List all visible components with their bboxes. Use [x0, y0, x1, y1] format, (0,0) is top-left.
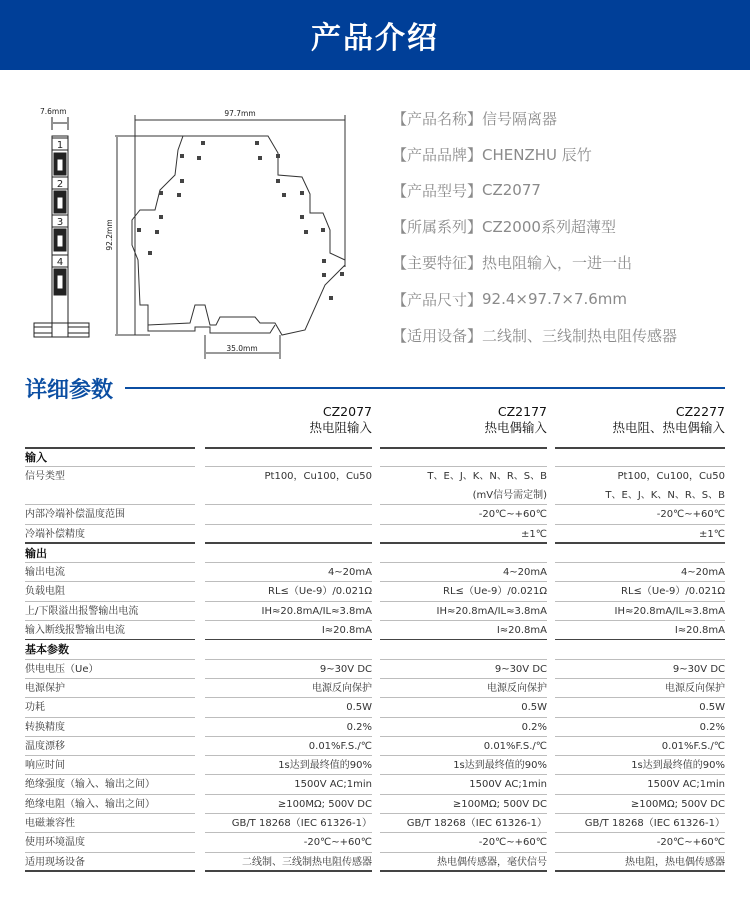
cell-cz2077: 0.5W [346, 702, 372, 714]
info-key: 【适用设备】 [392, 326, 483, 345]
table-row-field-devices [0, 853, 750, 872]
column-model: CZ2077 [322, 404, 372, 419]
cell-cz2177: ≥100MΩ; 500V DC [452, 798, 547, 810]
info-value: CHENZHU 辰竹 [482, 145, 592, 164]
cell-cz2277: 0.2% [699, 721, 725, 733]
row-label: 输入断线报警输出电流 [25, 625, 125, 637]
cell-cz2077: 4~20mA [327, 567, 372, 579]
row-label: 冷端补偿精度 [25, 528, 85, 540]
table-row-isolation-strength [0, 775, 750, 794]
column-header-cz2077 [205, 404, 372, 436]
table-row-break-alarm [0, 621, 750, 640]
group-label: 输入 [25, 451, 47, 464]
column-model: CZ2277 [675, 404, 725, 419]
table-row-load-resistance [0, 582, 750, 601]
table-row-temp-drift [0, 737, 750, 756]
cell-cz2177: ±1℃ [521, 528, 547, 540]
cell-cz2277: ±1℃ [699, 528, 725, 540]
row-label: 输出电流 [25, 567, 65, 579]
svg-text:92.2mm: 92.2mm [105, 219, 114, 251]
table-row-cjc-accuracy [0, 525, 750, 544]
cell-cz2177: 4~20mA [502, 567, 547, 579]
table-row-signal-type [0, 467, 750, 505]
info-product-name [392, 100, 742, 136]
cell-cz2177: I≈20.8mA [496, 625, 547, 637]
row-label: 使用环境温度 [25, 837, 85, 849]
section-header-params [25, 373, 725, 403]
cell-cz2077: 0.2% [346, 721, 372, 733]
cell-cz2277: IH≈20.8mA/IL≈3.8mA [614, 605, 725, 617]
group-row-output [0, 544, 750, 563]
cell-cz2077: 1s达到最终值的90% [278, 760, 372, 772]
section-divider [125, 387, 725, 389]
table-row-response-time [0, 756, 750, 775]
banner-title: 产品介绍 [311, 21, 439, 56]
table-row-insulation-resistance [0, 795, 750, 814]
cell-cz2077: I≈20.8mA [321, 625, 372, 637]
info-value: CZ2000系列超薄型 [482, 218, 616, 237]
row-label: 电源保护 [25, 682, 65, 694]
table-row-supply-voltage [0, 660, 750, 679]
cell-cz2177: 1500V AC;1min [469, 779, 547, 791]
group-row-input [0, 448, 750, 467]
info-value: 92.4×97.7×7.6mm [482, 290, 628, 309]
cell-cz2177: 0.5W [521, 702, 547, 714]
cell-cz2177: -20℃~+60℃ [478, 837, 547, 849]
cell-cz2277: ≥100MΩ; 500V DC [630, 798, 725, 810]
cell-cz2277: 0.01%F.S./℃ [661, 740, 725, 752]
cell-cz2277: 1s达到最终值的90% [631, 760, 725, 772]
cell-cz2177: 1s达到最终值的90% [453, 760, 547, 772]
table-row-overflow-alarm [0, 602, 750, 621]
product-info-list [392, 100, 742, 353]
cell-cz2177: 热电偶传感器，毫伏信号 [437, 856, 547, 868]
table-row-emc [0, 814, 750, 833]
table-row-accuracy [0, 718, 750, 737]
info-value: 二线制、三线制热电阻传感器 [482, 326, 678, 345]
cell-cz2177: GB/T 18268（IEC 61326-1） [406, 818, 547, 830]
svg-text:97.7mm: 97.7mm [224, 109, 256, 118]
row-label: 上/下限溢出报警输出电流 [25, 605, 139, 617]
row-label: 信号类型 [25, 471, 65, 483]
column-kind: 热电阻输入 [309, 420, 372, 435]
row-label: 绝缘电阻（输入、输出之间） [25, 798, 155, 810]
table-row-power-consumption [0, 698, 750, 717]
column-header-cz2277 [555, 404, 725, 436]
cell-cz2177: -20℃~+60℃ [478, 509, 547, 521]
cell-cz2077: -20℃~+60℃ [303, 837, 372, 849]
cell-cz2077: ≥100MΩ; 500V DC [277, 798, 372, 810]
info-value: CZ2077 [482, 181, 541, 200]
info-dimensions [392, 281, 742, 317]
cell-cz2277: 4~20mA [680, 567, 725, 579]
group-label: 输出 [25, 546, 47, 560]
info-key: 【产品品牌】 [392, 145, 483, 164]
row-label: 转换精度 [25, 721, 65, 733]
cell-cz2177: IH≈20.8mA/IL≈3.8mA [436, 605, 547, 617]
table-row-output-current [0, 563, 750, 582]
cell-cz2177: T、E、J、K、N、R、S、B (mV信号需定制) [427, 471, 547, 502]
cell-cz2277: I≈20.8mA [674, 625, 725, 637]
cell-cz2277: -20℃~+60℃ [656, 837, 725, 849]
svg-text:4: 4 [56, 257, 64, 268]
cell-cz2077: 1500V AC;1min [294, 779, 372, 791]
page-banner [0, 0, 750, 70]
svg-text:35.0mm: 35.0mm [226, 344, 258, 353]
info-model [392, 172, 742, 208]
cell-cz2277: 电源反向保护 [665, 682, 725, 694]
row-label: 适用现场设备 [25, 856, 85, 868]
info-value: 热电阻输入，一进一出 [482, 254, 633, 273]
svg-text:1: 1 [56, 140, 64, 151]
cell-cz2077 [205, 525, 372, 544]
table-row-ambient-temp [0, 833, 750, 852]
info-applicable-devices [392, 317, 742, 353]
row-label: 供电电压（Ue） [25, 663, 99, 675]
row-label: 内部冷端补偿温度范围 [25, 509, 125, 521]
cell-cz2277: -20℃~+60℃ [656, 509, 725, 521]
info-key: 【产品尺寸】 [392, 290, 483, 309]
cell-cz2177: 0.2% [521, 721, 547, 733]
row-label: 负载电阻 [25, 586, 65, 598]
cell-cz2277: 9~30V DC [672, 663, 725, 675]
row-label: 响应时间 [25, 760, 65, 772]
cell-cz2277: 1500V AC;1min [647, 779, 725, 791]
cell-cz2177: 0.01%F.S./℃ [483, 740, 547, 752]
front-view [115, 115, 345, 359]
table-row-power-protection [0, 679, 750, 698]
row-label: 功耗 [25, 702, 45, 714]
column-header-cz2177 [380, 404, 547, 436]
cell-cz2077: 0.01%F.S./℃ [308, 740, 372, 752]
cell-cz2277: 热电阻，热电偶传感器 [625, 856, 725, 868]
column-kind: 热电阻、热电偶输入 [612, 420, 725, 435]
group-label: 基本参数 [25, 643, 69, 657]
cell-cz2177: 9~30V DC [494, 663, 547, 675]
table-row-cjc-range [0, 505, 750, 524]
cell-cz2277: RL≤（Ue-9）/0.021Ω [621, 586, 725, 598]
info-key: 【产品型号】 [392, 181, 483, 200]
cell-cz2077: IH≈20.8mA/IL≈3.8mA [261, 605, 372, 617]
column-model: CZ2177 [497, 404, 547, 419]
row-label: 绝缘强度（输入、输出之间） [25, 779, 155, 791]
params-table [0, 448, 750, 872]
cell-cz2277: 0.5W [699, 702, 725, 714]
cell-cz2277: Pt100，Cu100，Cu50 T、E、J、K、N、R、S、B [605, 471, 725, 502]
cell-cz2077: 电源反向保护 [312, 682, 372, 694]
group-row-basic [0, 640, 750, 659]
cell-cz2077 [205, 505, 372, 524]
info-key: 【所属系列】 [392, 218, 483, 237]
row-label: 电磁兼容性 [25, 818, 75, 830]
section-title: 详细参数 [25, 377, 114, 403]
info-features [392, 245, 742, 281]
info-brand [392, 136, 742, 172]
column-kind: 热电偶输入 [484, 420, 547, 435]
cell-cz2077: Pt100，Cu100，Cu50 [264, 471, 372, 483]
cell-cz2277: GB/T 18268（IEC 61326-1） [584, 818, 725, 830]
cell-cz2177: 电源反向保护 [487, 682, 547, 694]
info-key: 【主要特征】 [392, 254, 483, 273]
cell-cz2077: GB/T 18268（IEC 61326-1） [231, 818, 372, 830]
info-series [392, 209, 742, 245]
row-label: 温度漂移 [25, 740, 65, 752]
svg-text:3: 3 [56, 217, 64, 228]
cell-cz2077: 9~30V DC [319, 663, 372, 675]
info-value: 信号隔离器 [482, 109, 558, 128]
svg-text:2: 2 [56, 179, 64, 190]
svg-text:7.6mm: 7.6mm [40, 107, 67, 116]
dimension-drawing [20, 95, 360, 365]
cell-cz2177: RL≤（Ue-9）/0.021Ω [443, 586, 547, 598]
info-key: 【产品名称】 [392, 109, 483, 128]
cell-cz2077: RL≤（Ue-9）/0.021Ω [268, 586, 372, 598]
cell-cz2077: 二线制、三线制热电阻传感器 [242, 856, 372, 868]
